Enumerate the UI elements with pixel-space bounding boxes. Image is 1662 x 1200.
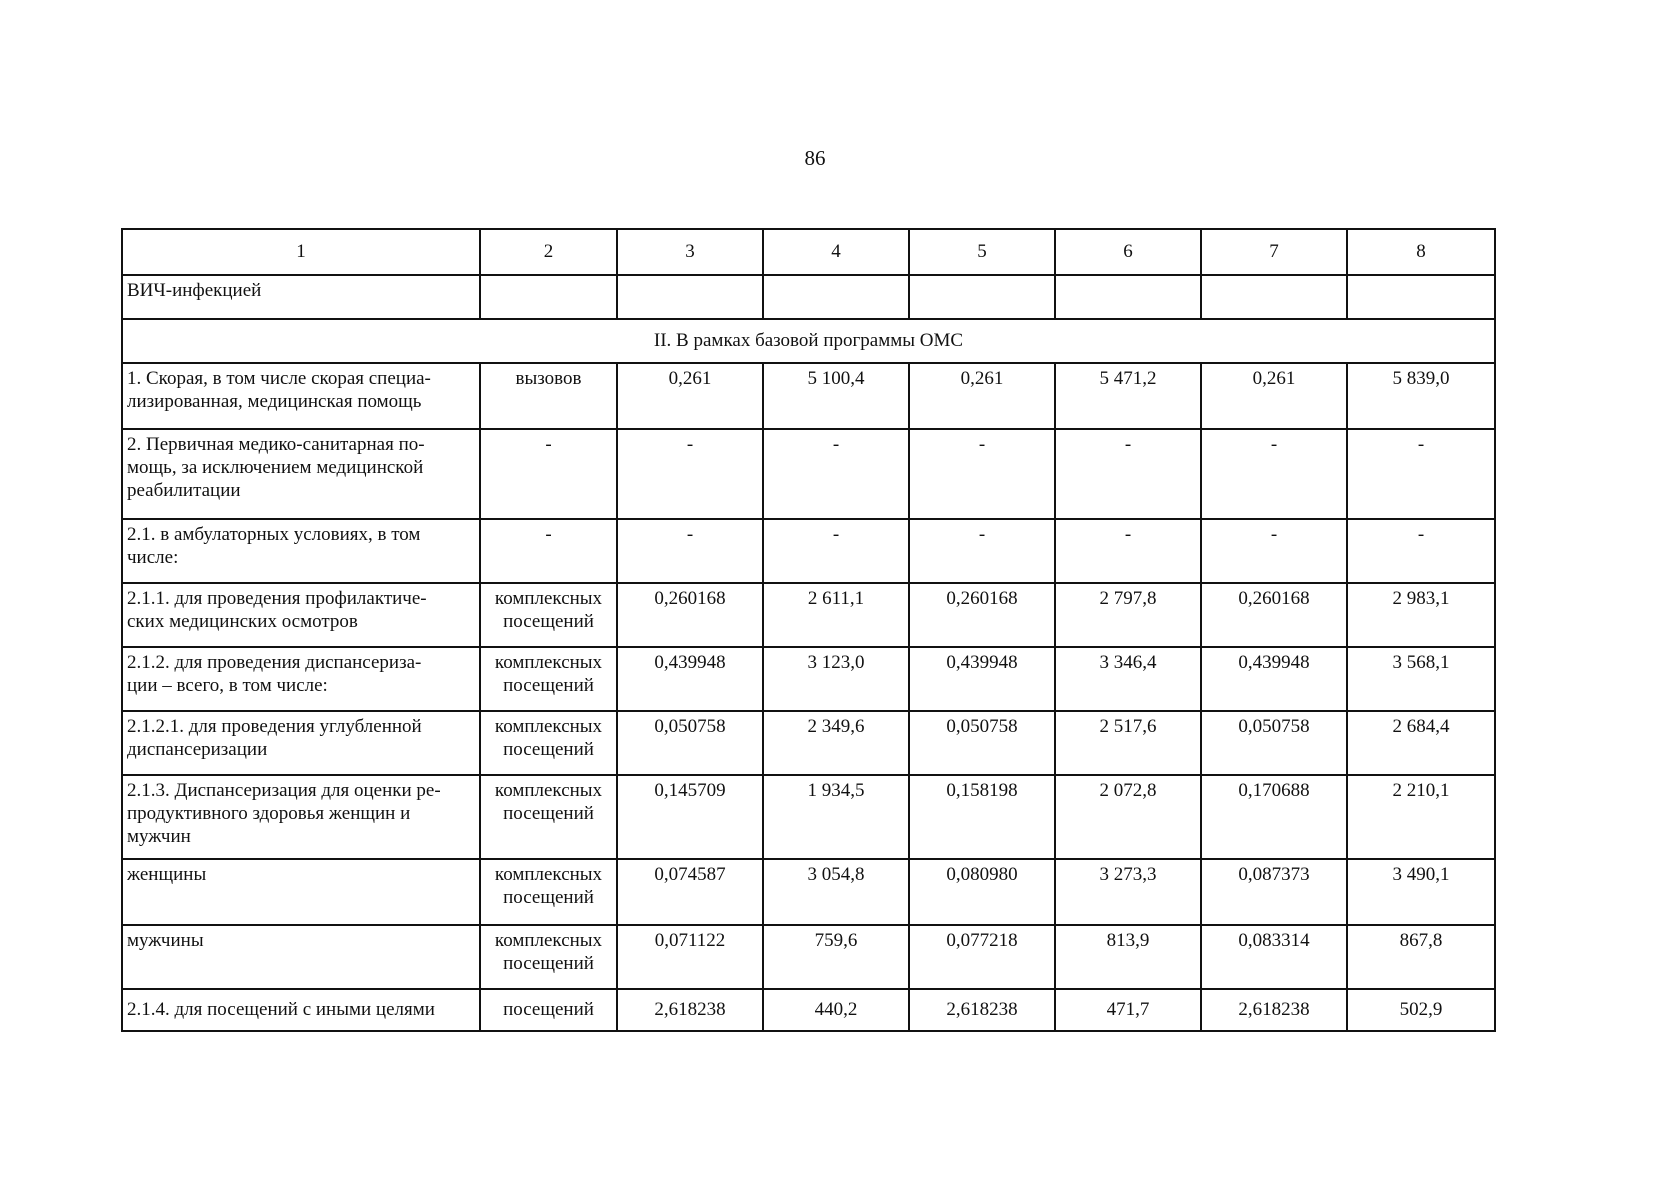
row-unit-cell: комплексных посещений xyxy=(480,859,617,925)
row-value-cell: 502,9 xyxy=(1347,989,1495,1031)
row-value-cell: 2 349,6 xyxy=(763,711,909,775)
row-value-cell: 0,261 xyxy=(909,363,1055,429)
empty-cell xyxy=(617,275,763,319)
row-unit-cell: - xyxy=(480,519,617,583)
row-value-cell: 2,618238 xyxy=(617,989,763,1031)
header-cell: 1 xyxy=(122,229,480,275)
row-value-cell: - xyxy=(1347,429,1495,519)
data-table xyxy=(121,228,1496,1032)
row-value-cell: 3 273,3 xyxy=(1055,859,1201,925)
row-value-cell: 0,083314 xyxy=(1201,925,1347,989)
row-value-cell: 0,074587 xyxy=(617,859,763,925)
row-value-cell: 0,050758 xyxy=(909,711,1055,775)
header-cell: 2 xyxy=(480,229,617,275)
header-cell: 4 xyxy=(763,229,909,275)
table-row xyxy=(122,363,1495,429)
row-value-cell: 2 517,6 xyxy=(1055,711,1201,775)
empty-cell xyxy=(909,275,1055,319)
row-value-cell: 0,260168 xyxy=(617,583,763,647)
row-value-cell: 2,618238 xyxy=(1201,989,1347,1031)
row-value-cell: - xyxy=(1201,429,1347,519)
row-value-cell: 3 054,8 xyxy=(763,859,909,925)
table-row xyxy=(122,775,1495,859)
row-value-cell: - xyxy=(909,519,1055,583)
row-value-cell: - xyxy=(1201,519,1347,583)
header-cell: 3 xyxy=(617,229,763,275)
row-value-cell: 0,158198 xyxy=(909,775,1055,859)
section-row xyxy=(122,319,1495,363)
row-value-cell: - xyxy=(909,429,1055,519)
header-cell: 7 xyxy=(1201,229,1347,275)
row-value-cell: - xyxy=(1055,519,1201,583)
row-value-cell: 0,050758 xyxy=(1201,711,1347,775)
row-value-cell: 0,170688 xyxy=(1201,775,1347,859)
row-value-cell: 5 471,2 xyxy=(1055,363,1201,429)
header-cell: 5 xyxy=(909,229,1055,275)
row-unit-cell: комплексных посещений xyxy=(480,711,617,775)
table-row xyxy=(122,583,1495,647)
row-value-cell: 0,261 xyxy=(1201,363,1347,429)
table-row xyxy=(122,925,1495,989)
row-value-cell: 3 346,4 xyxy=(1055,647,1201,711)
row-value-cell: 0,261 xyxy=(617,363,763,429)
row-value-cell: - xyxy=(617,429,763,519)
row-value-cell: 471,7 xyxy=(1055,989,1201,1031)
row-value-cell: 2 210,1 xyxy=(1347,775,1495,859)
header-cell: 8 xyxy=(1347,229,1495,275)
row-value-cell: 5 100,4 xyxy=(763,363,909,429)
row-unit-cell: комплексных посещений xyxy=(480,775,617,859)
row-name-cell: 2.1.3. Диспансеризация для оценки ре- продуктивного здоровья женщин и мужчин xyxy=(122,775,480,859)
table-row xyxy=(122,429,1495,519)
row-unit-cell: посещений xyxy=(480,989,617,1031)
row-value-cell: 3 568,1 xyxy=(1347,647,1495,711)
page-number: 86 xyxy=(804,146,826,170)
row-unit-cell: комплексных посещений xyxy=(480,583,617,647)
empty-cell xyxy=(1055,275,1201,319)
row-value-cell: 759,6 xyxy=(763,925,909,989)
row-name-cell: мужчины xyxy=(122,925,480,989)
hiv-row-label: ВИЧ-инфекцией xyxy=(122,275,480,319)
row-unit-cell: вызовов xyxy=(480,363,617,429)
row-name-cell: 2. Первичная медико-санитарная по- мощь, за исключением медицинской реабилитации xyxy=(122,429,480,519)
row-value-cell: - xyxy=(1055,429,1201,519)
row-value-cell: 2 797,8 xyxy=(1055,583,1201,647)
row-value-cell: 5 839,0 xyxy=(1347,363,1495,429)
row-value-cell: 0,080980 xyxy=(909,859,1055,925)
empty-cell xyxy=(763,275,909,319)
table-row xyxy=(122,519,1495,583)
row-value-cell: - xyxy=(763,429,909,519)
row-unit-cell: комплексных посещений xyxy=(480,647,617,711)
row-value-cell: 2,618238 xyxy=(909,989,1055,1031)
row-name-cell: 2.1.4. для посещений с иными целями xyxy=(122,989,480,1031)
row-value-cell: 440,2 xyxy=(763,989,909,1031)
row-value-cell: 0,439948 xyxy=(1201,647,1347,711)
row-value-cell: 2 072,8 xyxy=(1055,775,1201,859)
row-value-cell: 2 684,4 xyxy=(1347,711,1495,775)
empty-cell xyxy=(1201,275,1347,319)
row-name-cell: 2.1.1. для проведения профилактиче- ских медицинских осмотров xyxy=(122,583,480,647)
table-row xyxy=(122,989,1495,1031)
table-header-row xyxy=(122,229,1495,275)
row-value-cell: 0,071122 xyxy=(617,925,763,989)
row-value-cell: 0,145709 xyxy=(617,775,763,859)
row-name-cell: 2.1.2.1. для проведения углубленной диспансеризации xyxy=(122,711,480,775)
row-value-cell: 2 611,1 xyxy=(763,583,909,647)
section-title: II. В рамках базовой программы ОМС xyxy=(122,319,1495,363)
row-name-cell: 2.1.2. для проведения диспансериза- ции – всего, в том числе: xyxy=(122,647,480,711)
hiv-row xyxy=(122,275,1495,319)
row-value-cell: 1 934,5 xyxy=(763,775,909,859)
row-value-cell: - xyxy=(763,519,909,583)
row-unit-cell: комплексных посещений xyxy=(480,925,617,989)
table-row xyxy=(122,859,1495,925)
table-row xyxy=(122,711,1495,775)
row-value-cell: 0,439948 xyxy=(909,647,1055,711)
row-name-cell: женщины xyxy=(122,859,480,925)
row-value-cell: 0,439948 xyxy=(617,647,763,711)
row-value-cell: 3 123,0 xyxy=(763,647,909,711)
row-unit-cell: - xyxy=(480,429,617,519)
row-value-cell: 0,260168 xyxy=(1201,583,1347,647)
row-value-cell: 0,087373 xyxy=(1201,859,1347,925)
row-value-cell: 0,077218 xyxy=(909,925,1055,989)
empty-cell xyxy=(1347,275,1495,319)
row-value-cell: 2 983,1 xyxy=(1347,583,1495,647)
row-value-cell: 813,9 xyxy=(1055,925,1201,989)
row-name-cell: 1. Скорая, в том числе скорая специа- лизированная, медицинская помощь xyxy=(122,363,480,429)
row-value-cell: 0,050758 xyxy=(617,711,763,775)
row-value-cell: - xyxy=(617,519,763,583)
row-value-cell: 867,8 xyxy=(1347,925,1495,989)
table-row xyxy=(122,647,1495,711)
header-cell: 6 xyxy=(1055,229,1201,275)
row-value-cell: - xyxy=(1347,519,1495,583)
empty-cell xyxy=(480,275,617,319)
row-value-cell: 3 490,1 xyxy=(1347,859,1495,925)
row-value-cell: 0,260168 xyxy=(909,583,1055,647)
row-name-cell: 2.1. в амбулаторных условиях, в том числе: xyxy=(122,519,480,583)
